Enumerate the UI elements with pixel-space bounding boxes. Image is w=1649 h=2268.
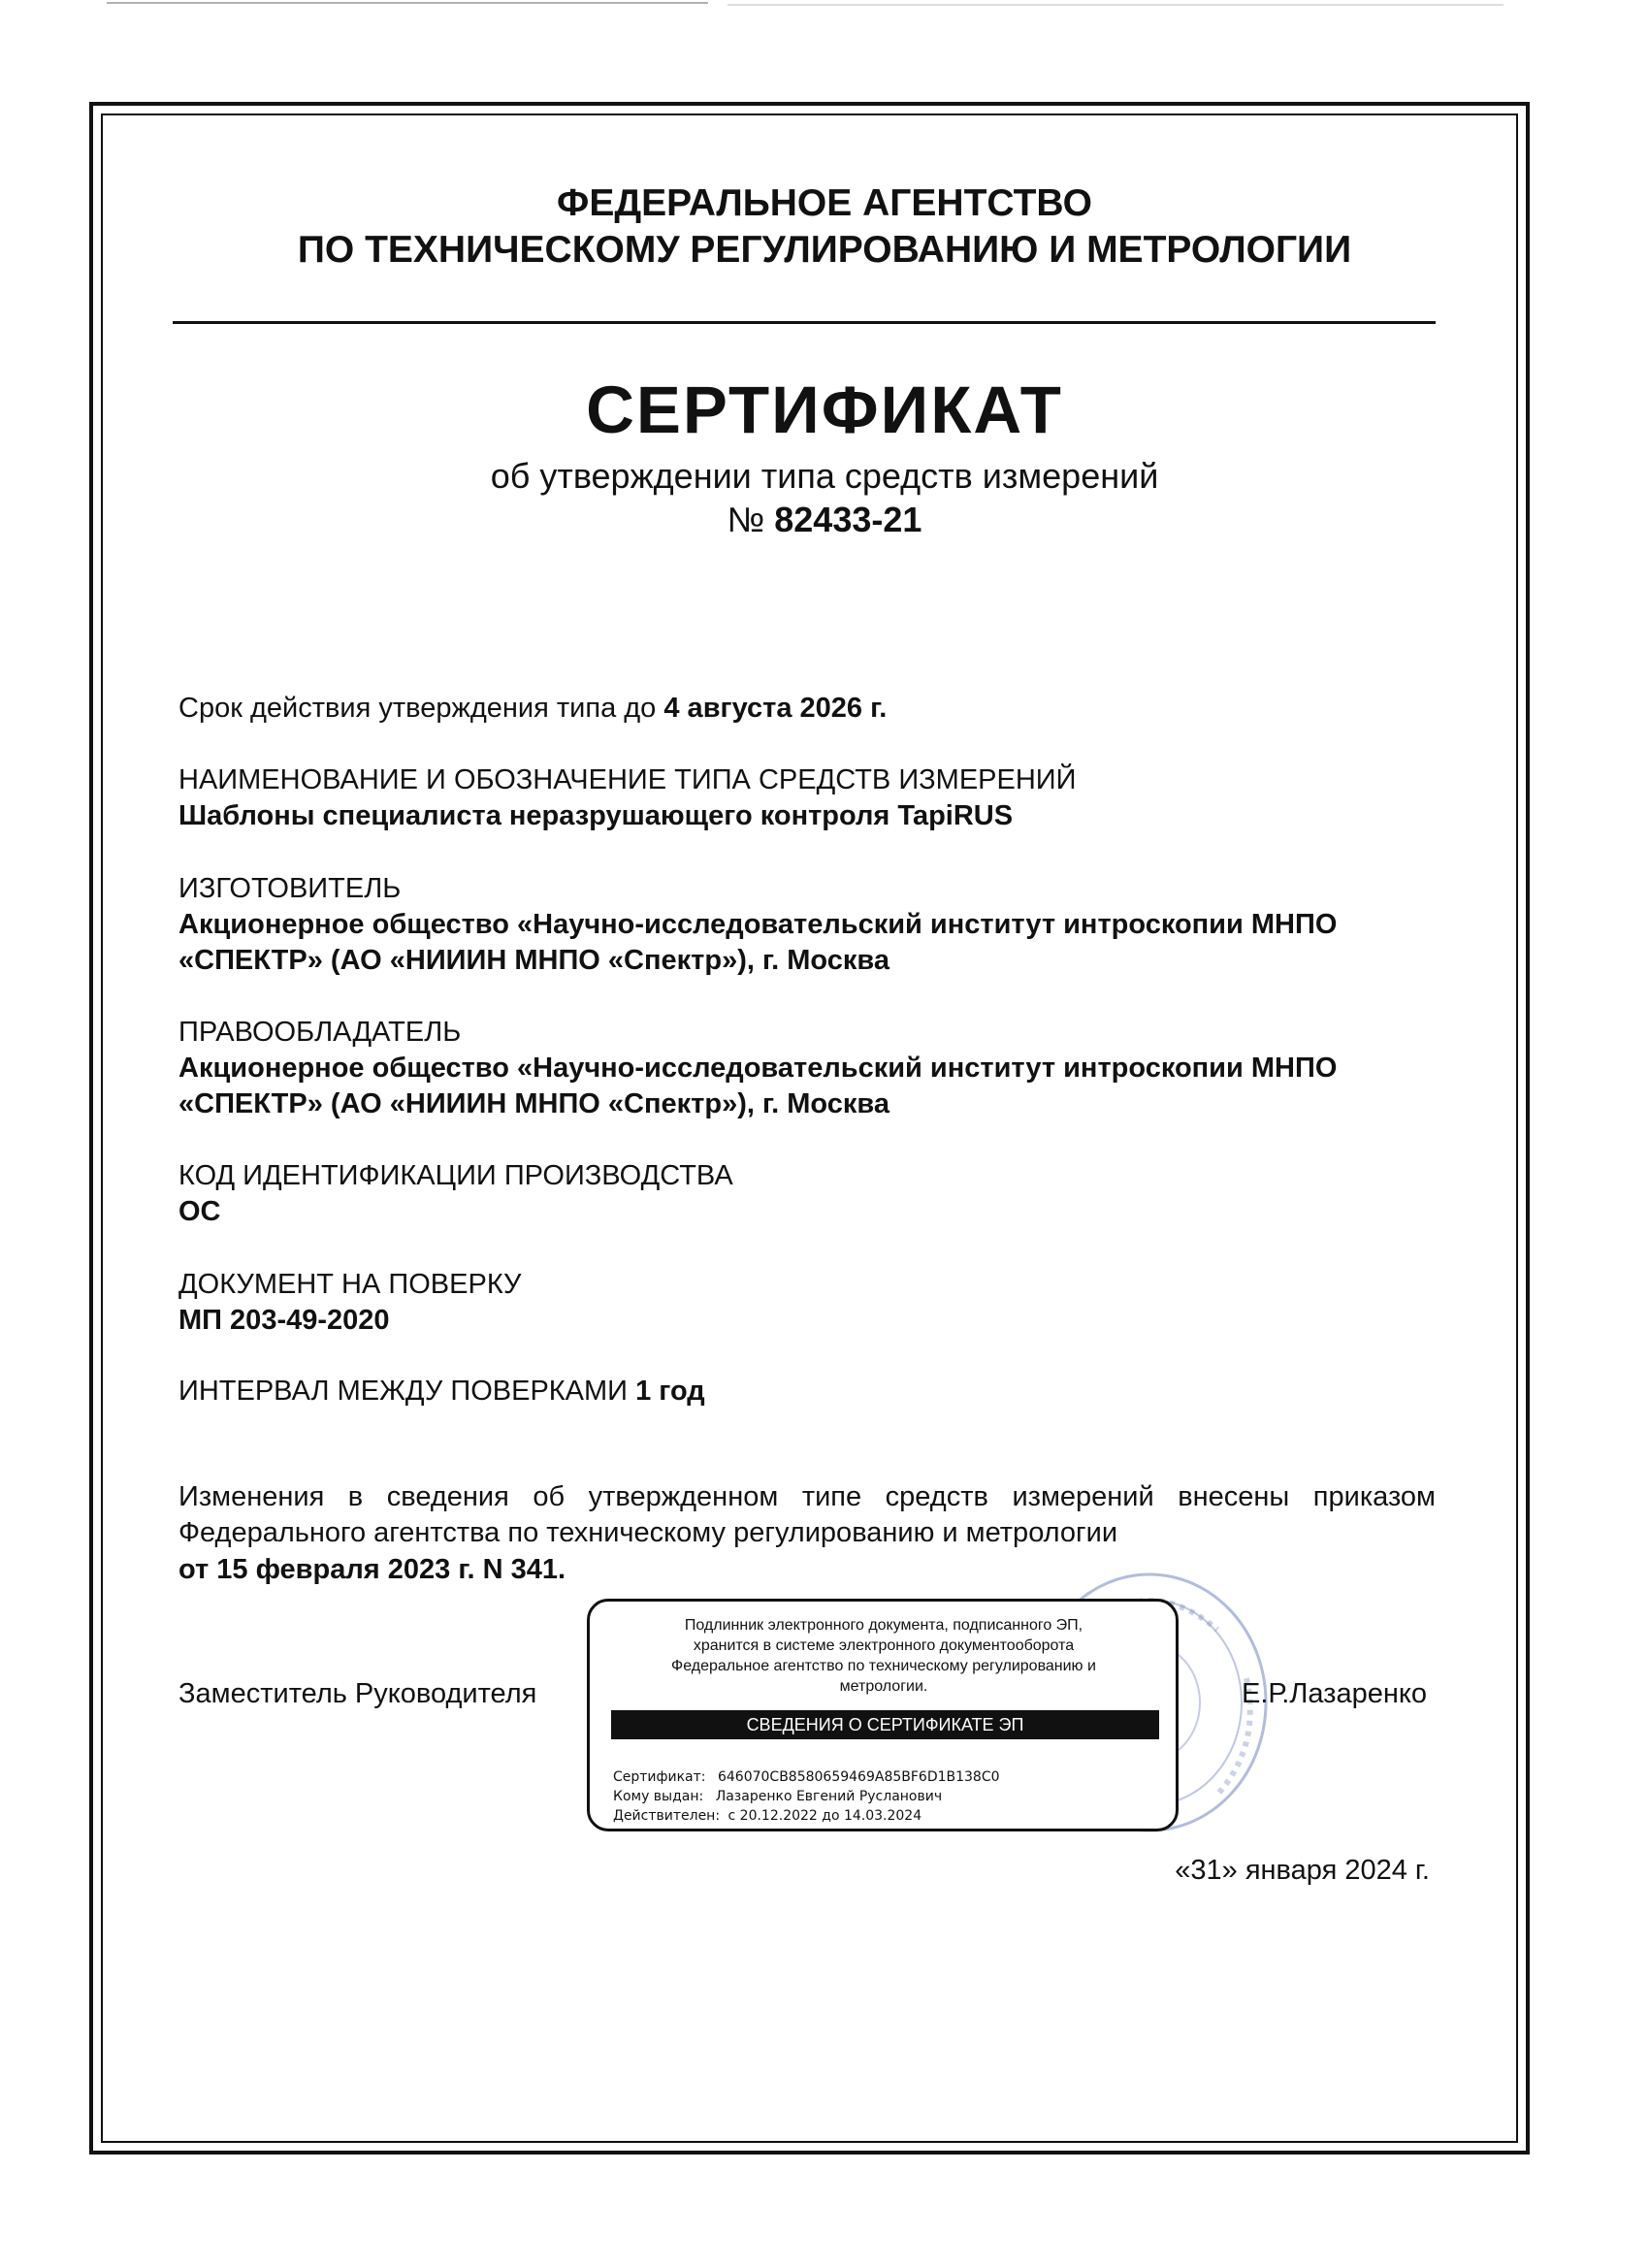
electronic-signature-stamp	[587, 1599, 1179, 1831]
manufacturer-line2: «СПЕКТР» (АО «НИИИН МНПО «Спектр»), г. Москва	[178, 945, 889, 976]
number-prefix: №	[727, 500, 765, 539]
production-code-label: КОД ИДЕНТИФИКАЦИИ ПРОИЗВОДСТВА	[178, 1160, 733, 1191]
certificate-number	[146, 500, 1504, 540]
stamp-issued-value: Лазаренко Евгений Русланович	[715, 1789, 943, 1804]
stamp-valid-value: с 20.12.2022 до 14.03.2024	[728, 1808, 922, 1824]
number-value: 82433-21	[774, 500, 922, 539]
interval-value: 1 год	[635, 1376, 705, 1407]
stamp-cert-label: Сертификат:	[613, 1769, 706, 1785]
changes-text: Изменения в сведения об утвержденном типе средств измерений внесены приказом Федерального агентства по техническому регулированию и метрологии	[178, 1481, 1436, 1548]
stamp-certificate-line	[613, 1768, 1000, 1786]
stamp-valid-line	[613, 1807, 922, 1825]
scan-edge-mark	[107, 0, 1504, 14]
stamp-header-bar: СВЕДЕНИЯ О СЕРТИФИКАТЕ ЭП	[611, 1710, 1159, 1739]
stamp-valid-label: Действителен:	[613, 1808, 721, 1824]
holder-line1: Акционерное общество «Научно-исследовательский институт интроскопии МНПО	[178, 1053, 1338, 1084]
signer-position: Заместитель Руководителя	[178, 1678, 537, 1709]
validity-row	[178, 690, 1439, 727]
holder-label: ПРАВООБЛАДАТЕЛЬ	[178, 1017, 462, 1048]
holder-line2: «СПЕКТР» (АО «НИИИН МНПО «Спектр»), г. Москва	[178, 1088, 889, 1119]
stamp-note	[609, 1615, 1158, 1697]
interval-label: ИНТЕРВАЛ МЕЖДУ ПОВЕРКАМИ	[178, 1376, 629, 1407]
production-code-value: ОС	[178, 1196, 221, 1227]
stamp-issued-label: Кому выдан:	[613, 1789, 704, 1804]
certificate-title: СЕРТИФИКАТ	[586, 373, 1063, 447]
verification-doc-value: МП 203-49-2020	[178, 1305, 390, 1336]
stamp-note-line1: Подлинник электронного документа, подписанного ЭП,	[684, 1617, 1083, 1634]
stamp-note-line4: метрологии.	[839, 1678, 928, 1695]
agency-name-line2: ПО ТЕХНИЧЕСКОМУ РЕГУЛИРОВАНИЮ И МЕТРОЛОГИИ	[297, 229, 1352, 271]
stamp-note-line3: Федеральное агентство по техническому регулированию и	[671, 1658, 1096, 1674]
signer-name: Е.Р.Лазаренко	[1242, 1678, 1427, 1709]
validity-label: Срок действия утверждения типа до	[178, 693, 657, 724]
validity-date: 4 августа 2026 г.	[663, 693, 888, 724]
agency-name-line1: ФЕДЕРАЛЬНОЕ АГЕНТСТВО	[557, 182, 1092, 224]
manufacturer-line1: Акционерное общество «Научно-исследовательский институт интроскопии МНПО	[178, 909, 1338, 940]
stamp-note-line2: хранится в системе электронного документооборота	[693, 1637, 1075, 1654]
type-name-label: НАИМЕНОВАНИЕ И ОБОЗНАЧЕНИЕ ТИПА СРЕДСТВ ИЗМЕРЕНИЙ	[178, 764, 1077, 795]
verification-doc-label: ДОКУМЕНТ НА ПОВЕРКУ	[178, 1269, 522, 1300]
header-divider	[173, 321, 1436, 324]
stamp-issued-line	[613, 1788, 942, 1805]
issue-date: «31» января 2024 г.	[1175, 1855, 1430, 1886]
certificate-subtitle: об утверждении типа средств измерений	[490, 456, 1159, 496]
type-name-value: Шаблоны специалиста неразрушающего контроля TapiRUS	[178, 800, 1014, 831]
manufacturer-label: ИЗГОТОВИТЕЛЬ	[178, 873, 402, 904]
changes-order: от 15 февраля 2023 г. N 341.	[178, 1554, 566, 1585]
stamp-cert-value: 646070CB8580659469A85BF6D1B138C0	[717, 1769, 1000, 1785]
interval-row	[178, 1373, 1439, 1409]
